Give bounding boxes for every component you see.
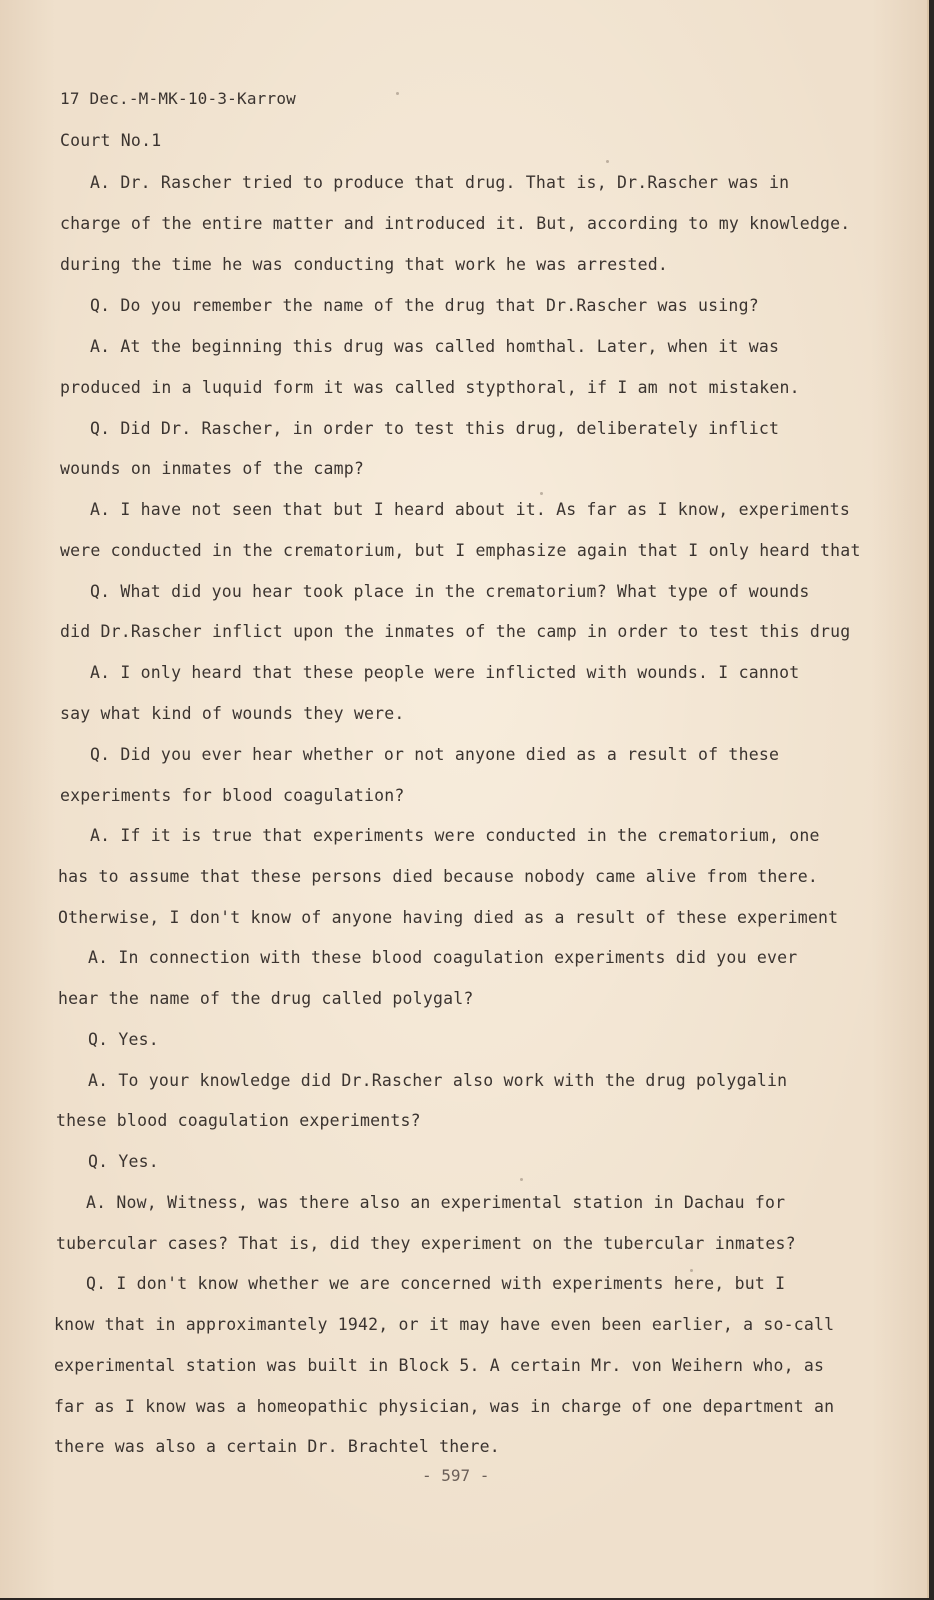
text-line: has to assume that these persons died because nobody came alive from there. xyxy=(58,867,819,886)
document-header: 17 Dec.-M-MK-10-3-Karrow xyxy=(60,89,296,108)
text-line: A. At the beginning this drug was called homthal. Later, when it was xyxy=(90,337,780,356)
text-line: say what kind of wounds they were. xyxy=(60,704,405,723)
text-line: during the time he was conducting that work he was arrested. xyxy=(60,255,669,274)
paper-speck xyxy=(396,92,399,95)
text-line: A. In connection with these blood coagulation experiments did you ever xyxy=(88,948,798,967)
paper-speck xyxy=(606,160,609,163)
page-number: - 597 - xyxy=(422,1466,490,1485)
court-label: Court No.1 xyxy=(60,131,162,150)
text-line: far as I know was a homeopathic physician, was in charge of one department an xyxy=(54,1397,835,1416)
text-line: Q. What did you hear took place in the crematorium? What type of wounds xyxy=(90,582,810,601)
text-line: produced in a luquid form it was called stypthoral, if I am not mistaken. xyxy=(60,378,800,397)
text-line: experiments for blood coagulation? xyxy=(60,786,405,805)
text-line: Q. Do you remember the name of the drug that Dr.Rascher was using? xyxy=(90,296,759,315)
paper-speck xyxy=(690,1269,693,1272)
text-line: Q. Did Dr. Rascher, in order to test this drug, deliberately inflict xyxy=(90,419,780,438)
text-line: were conducted in the crematorium, but I emphasize again that I only heard that xyxy=(60,541,861,560)
text-line: Q. I don't know whether we are concerned with experiments here, but I xyxy=(86,1274,786,1293)
text-line: A. I only heard that these people were inflicted with wounds. I cannot xyxy=(90,663,800,682)
text-line: did Dr.Rascher inflict upon the inmates of the camp in order to test this drug xyxy=(60,622,851,641)
text-line: A. To your knowledge did Dr.Rascher also work with the drug polygalin xyxy=(88,1071,788,1090)
text-line: A. Now, Witness, was there also an experimental station in Dachau for xyxy=(86,1193,786,1212)
text-line: know that in approximantely 1942, or it may have even been earlier, a so-call xyxy=(54,1315,835,1334)
paper-speck xyxy=(520,1178,523,1181)
text-line: Q. Yes. xyxy=(88,1152,159,1171)
text-line: Q. Did you ever hear whether or not anyone died as a result of these xyxy=(90,745,780,764)
paper-speck xyxy=(540,492,543,495)
text-line: A. If it is true that experiments were conducted in the crematorium, one xyxy=(90,826,820,845)
text-line: hear the name of the drug called polygal? xyxy=(58,989,474,1008)
text-line: tubercular cases? That is, did they experiment on the tubercular inmates? xyxy=(56,1234,796,1253)
text-line: wounds on inmates of the camp? xyxy=(60,459,365,478)
text-line: experimental station was built in Block 5. A certain Mr. von Weihern who, as xyxy=(54,1356,825,1375)
text-line: these blood coagulation experiments? xyxy=(56,1111,421,1130)
text-line: Q. Yes. xyxy=(88,1030,159,1049)
text-line: A. Dr. Rascher tried to produce that drug. That is, Dr.Rascher was in xyxy=(90,173,790,192)
text-line: there was also a certain Dr. Brachtel there. xyxy=(54,1437,500,1456)
text-line: A. I have not seen that but I heard about it. As far as I know, experiments xyxy=(90,500,851,519)
text-line: Otherwise, I don't know of anyone having died as a result of these experiment xyxy=(58,908,839,927)
text-line: charge of the entire matter and introduced it. But, according to my knowledge. xyxy=(60,214,851,233)
